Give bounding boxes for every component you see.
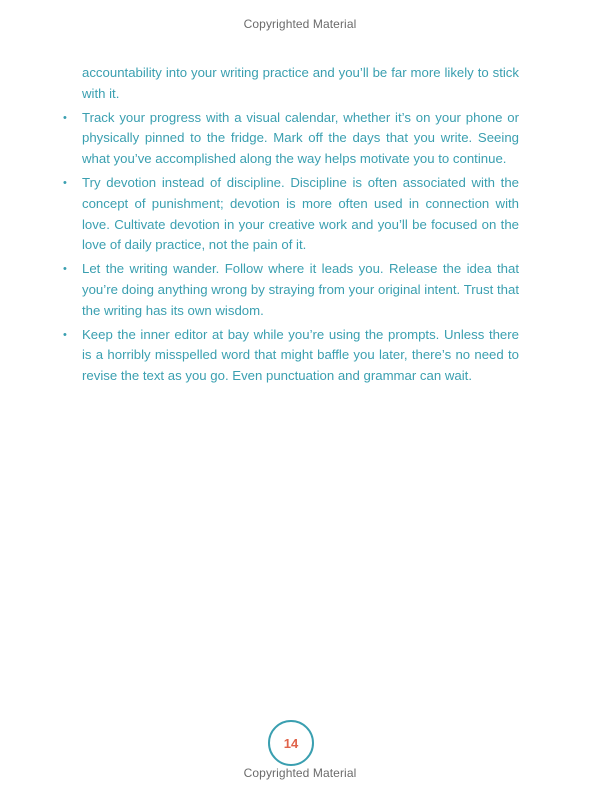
tips-list <box>60 108 519 387</box>
copyright-watermark-top: Copyrighted Material <box>243 17 357 31</box>
list-item-text: Track your progress with a visual calendar, whether it’s on your phone or physically pinned to the fridge. Mark off the days that you write. Seeing what you’ve accomplished along the way helps motivate you to continue. <box>82 109 519 167</box>
list-item-text: Let the writing wander. Follow where it leads you. Release the idea that you’re doing anything wrong by straying from your original intent. Trust that the writing has its own wisdom. <box>82 261 519 318</box>
list-item <box>60 325 519 387</box>
list-item-text: Try devotion instead of discipline. Discipline is often associated with the concept of punishment; devotion is more often used in connection with love. Cultivate devotion in your creative work and you’ll be focused on the love of daily practice, not the pain of it. <box>82 174 519 253</box>
list-item <box>60 108 519 170</box>
list-item-text: Keep the inner editor at bay while you’re using the prompts. Unless there is a horribly misspelled word that might baffle you later, there’s no need to revise the text as you go. Even punctuation and grammar can wait. <box>82 326 519 384</box>
bullet-icon: • <box>63 176 67 189</box>
bullet-icon: • <box>63 328 67 341</box>
page-number-badge <box>268 720 314 766</box>
page-number: 14 <box>283 735 299 751</box>
list-item <box>60 173 519 256</box>
list-item <box>60 259 519 321</box>
page-body <box>60 63 519 387</box>
copyright-watermark-bottom: Copyrighted Material <box>243 766 357 780</box>
bullet-icon: • <box>63 263 67 276</box>
bullet-icon: • <box>63 111 67 124</box>
continuation-paragraph: accountability into your writing practice and you’ll be far more likely to stick with it. <box>82 65 519 101</box>
